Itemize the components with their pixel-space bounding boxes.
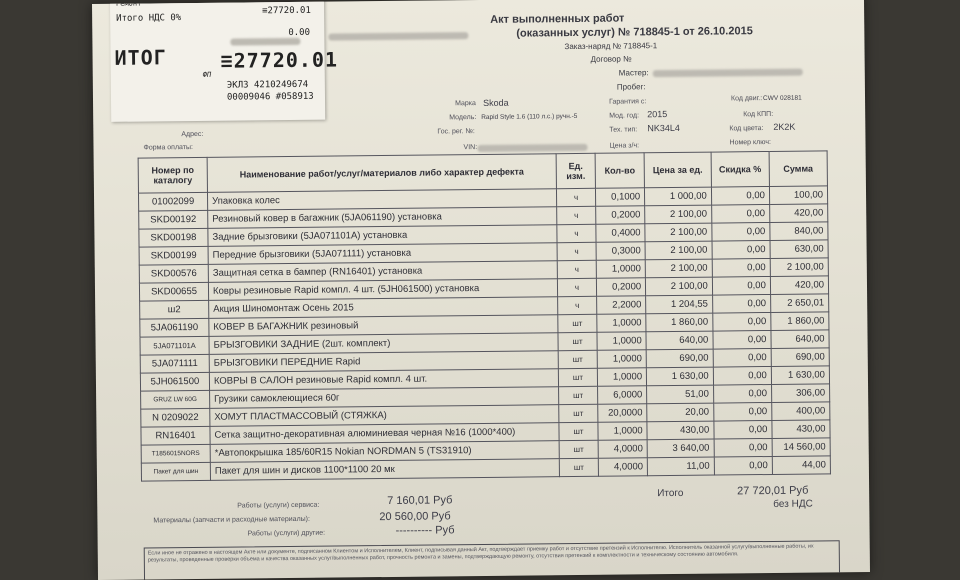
tech-label: Тех. тип: [609, 126, 638, 134]
cell-sum: 640,00 [771, 330, 829, 349]
cell-sum: 420,00 [770, 276, 828, 295]
header-price: Цена за ед. [644, 152, 711, 188]
cell-discount: 0,00 [714, 438, 772, 457]
cell-qty: 4,0000 [598, 458, 647, 477]
cell-code: T1856015NORS [141, 444, 210, 463]
cell-name: КОВРЫ В САЛОН резиновые Rapid компл. 4 шт. [209, 369, 558, 391]
cell-discount: 0,00 [712, 258, 770, 277]
cell-price: 51,00 [647, 385, 714, 404]
cell-sum: 840,00 [770, 222, 828, 241]
cell-unit: шт [559, 422, 598, 440]
cell-code: 01002099 [138, 192, 207, 211]
other-value: ---------- Руб [395, 524, 455, 537]
contract-label: Договор № [590, 54, 632, 64]
cell-price: 430,00 [647, 421, 714, 440]
cell-price: 1 860,00 [646, 313, 713, 332]
cell-code: ш2 [140, 300, 209, 319]
cell-discount: 0,00 [712, 276, 770, 295]
header-discount: Скидка % [711, 151, 769, 187]
receipt-eklz: ЭКЛЗ 4210249674 [226, 79, 309, 91]
header-name: Наименование работ/услуг/материалов либо характер дефекта [207, 154, 556, 193]
cell-sum: 306,00 [771, 384, 829, 403]
cell-discount: 0,00 [712, 222, 770, 241]
brand-value: Skoda [483, 97, 509, 108]
receipt-vat-label: Итого НДС 0% [116, 13, 182, 24]
grand-total-value: 27 720,01 Руб [737, 484, 809, 498]
cell-qty: 1,0000 [596, 260, 645, 279]
cell-name: Пакет для шин и дисков 1100*1100 20 мк [210, 459, 559, 481]
cell-discount: 0,00 [711, 186, 769, 205]
cell-code: 5JA071101A [140, 336, 209, 355]
cell-qty: 0,2000 [596, 206, 645, 225]
header-unit: Ед. изм. [556, 153, 595, 188]
model-year-value: 2015 [647, 109, 668, 120]
receipt-total-value: ≡27720.01 [220, 47, 339, 73]
model-value: Rapid Style 1.6 (110 л.с.) ручн.-5 [481, 112, 578, 121]
cell-price: 2 100,00 [645, 241, 712, 260]
cell-code: 5JH061500 [140, 372, 209, 391]
cell-code: SKD00192 [139, 210, 208, 229]
cell-unit: ч [557, 278, 596, 296]
cell-discount: 0,00 [712, 294, 770, 313]
document-sheet [92, 0, 870, 580]
cell-name: Упаковка колес [207, 189, 556, 211]
cell-name: Акция Шиномонтаж Осень 2015 [209, 297, 558, 319]
header-qty: Кол-во [595, 153, 645, 189]
cell-code: 5JA071111 [140, 354, 209, 373]
receipt-doc-line: 00009046 #058913 [226, 91, 314, 103]
receipt-total-label: ИТОГ [114, 45, 167, 70]
model-year-label: Мод. год: [609, 112, 640, 120]
cell-code: GRUZ LW 60G [141, 390, 210, 409]
cell-qty: 1,0000 [597, 368, 646, 387]
cell-unit: шт [559, 386, 598, 404]
cell-sum: 14 560,00 [772, 438, 830, 457]
mileage-label: Пробег: [616, 82, 646, 92]
cell-sum: 430,00 [772, 420, 830, 439]
color-code-label: Код цвета: [729, 125, 764, 133]
cell-unit: шт [558, 368, 597, 386]
header-sum: Сумма [769, 151, 828, 187]
receipt-zero-value: 0.00 [288, 27, 311, 39]
cell-discount: 0,00 [714, 420, 772, 439]
cell-sum: 400,00 [772, 402, 830, 421]
materials-value: 20 560,00 Руб [379, 510, 451, 524]
materials-label: Материалы (запчасти и расходные материалы): [153, 515, 310, 525]
price-label: Цена з/ч: [609, 142, 640, 150]
cell-qty: 2,2000 [597, 296, 646, 315]
cell-name: БРЫЗГОВИКИ ЗАДНИЕ (2шт. комплект) [209, 333, 558, 355]
cell-discount: 0,00 [713, 384, 771, 403]
cell-sum: 100,00 [769, 186, 827, 205]
cell-price: 20,00 [647, 403, 714, 422]
items-table [138, 150, 831, 481]
redacted-header [328, 32, 468, 40]
brand-label: Марка [455, 100, 476, 108]
model-label: Модель: [449, 114, 477, 122]
engine-code-label: Код двиг.: [730, 95, 763, 103]
kpp-label: Код КПП: [743, 110, 774, 119]
cell-unit: шт [559, 404, 598, 422]
cell-name: Резиновый ковер в багажник (5JA061190) установка [208, 207, 557, 229]
cell-name: ХОМУТ ПЛАСТМАССОВЫЙ (СТЯЖКА) [210, 405, 559, 427]
tech-value: NK34L4 [647, 122, 680, 134]
cell-qty: 0,1000 [595, 188, 644, 207]
cell-discount: 0,00 [711, 204, 769, 223]
other-label: Работы (услуги) другие: [247, 529, 326, 538]
works-value: 7 160,01 Руб [387, 494, 453, 507]
cell-discount: 0,00 [713, 348, 771, 367]
fiscal-receipt [110, 0, 339, 122]
cell-price: 11,00 [647, 457, 714, 476]
cell-name: КОВЕР В БАГАЖНИК резиновый [209, 315, 558, 337]
cell-sum: 690,00 [771, 348, 829, 367]
cell-qty: 1,0000 [597, 314, 646, 333]
cell-code: SKD00655 [139, 282, 208, 301]
cell-sum: 44,00 [772, 456, 830, 475]
engine-code-value: CWV 028181 [762, 94, 802, 103]
cell-name: БРЫЗГОВИКИ ПЕРЕДНИЕ Rapid [209, 351, 558, 373]
cell-price: 3 640,00 [647, 439, 714, 458]
cell-price: 1 630,00 [646, 367, 713, 386]
cell-unit: ч [558, 296, 597, 314]
works-label: Работы (услуги) сервиса: [237, 501, 320, 510]
gos-label: Гос. рег. №: [437, 128, 475, 136]
vin-label: VIN: [463, 144, 478, 152]
receipt-fp-label: ФП [202, 70, 212, 79]
cell-price: 640,00 [646, 331, 713, 350]
cell-name: Ковры резиновые Rapid компл. 4 шт. (5JH061500) установка [208, 279, 557, 301]
cell-code: 5JA061190 [140, 318, 209, 337]
cell-code: SKD00576 [139, 264, 208, 283]
cell-code: Пакет для шин [141, 462, 210, 481]
cell-discount: 0,00 [713, 330, 771, 349]
footer-disclaimer: Если иное не отражено в настоящем Акте или документе, подписанном Клиентом и Исполнителем, Клиент, подписывая данный Акт, подтверждает приемку работ и отсутствие претензий к Исполнителю. Исполнитель оказанной услугу/выполненные работы, их результаты, проведенные проверки объема и качества оказанных услуг/выполненных работ, прочность ремонта и замены, подтверждающую ремонту, отсутствия претензий к комплектности и техническому состоянию автомобиля. [144, 540, 840, 580]
cell-qty: 4,0000 [598, 440, 647, 459]
cell-unit: ч [557, 242, 596, 260]
cell-name: Передние брызговики (5JA071111) установка [208, 243, 557, 265]
cell-unit: шт [558, 314, 597, 332]
redacted-mark [230, 38, 300, 46]
cell-unit: ч [557, 206, 596, 224]
cell-sum: 630,00 [770, 240, 828, 259]
redacted-vin [478, 144, 588, 152]
cell-unit: ч [557, 260, 596, 278]
cell-discount: 0,00 [714, 456, 772, 475]
cell-unit: шт [558, 332, 597, 350]
cell-qty: 1,0000 [597, 350, 646, 369]
cell-price: 1 000,00 [645, 187, 712, 206]
address-label: Адрес: [181, 130, 204, 139]
vat-note: без НДС [773, 498, 813, 510]
cell-unit: шт [558, 350, 597, 368]
cell-discount: 0,00 [712, 240, 770, 259]
cell-qty: 0,4000 [596, 224, 645, 243]
cell-name: Сетка защитно-декоративная алюминиевая черная №16 (1000*400) [210, 423, 559, 445]
cell-sum: 2 100,00 [770, 258, 828, 277]
cell-price: 1 204,55 [646, 295, 713, 314]
cell-unit: ч [556, 188, 595, 206]
warranty-label: Гарантия с: [609, 98, 647, 106]
receipt-vat-value: ≡27720.01 [262, 5, 311, 17]
cell-name: *Автопокрышка 185/60R15 Nokian NORDMAN 5 (TS31910) [210, 441, 559, 463]
key-label: Номер ключ: [729, 138, 771, 147]
cell-qty: 6,0000 [598, 386, 647, 405]
cell-qty: 1,0000 [598, 422, 647, 441]
master-label: Мастер: [618, 68, 649, 78]
cell-code: N 0209022 [141, 408, 210, 427]
cell-name: Задние брызговики (5JA071101A) установка [208, 225, 557, 247]
cell-price: 2 100,00 [645, 223, 712, 242]
doc-title: Акт выполненных работ [490, 12, 625, 26]
cell-sum: 2 650,01 [770, 294, 828, 313]
cell-sum: 1 630,00 [771, 366, 829, 385]
cell-qty: 0,2000 [596, 278, 645, 297]
doc-subtitle: (оказанных услуг) № 718845-1 от 26.10.2015 [516, 25, 753, 40]
cell-price: 690,00 [646, 349, 713, 368]
cell-sum: 420,00 [769, 204, 827, 223]
cell-discount: 0,00 [713, 366, 771, 385]
payment-label: Форма оплаты: [143, 144, 194, 152]
cell-qty: 0,3000 [596, 242, 645, 261]
cell-code: SKD00199 [139, 246, 208, 265]
cell-code: RN16401 [141, 426, 210, 445]
cell-unit: ч [557, 224, 596, 242]
cell-price: 2 100,00 [646, 277, 713, 296]
cell-unit: шт [559, 458, 598, 476]
cell-discount: 0,00 [712, 312, 770, 331]
cell-name: Грузики самоклеющиеся 60г [210, 387, 559, 409]
cell-price: 2 100,00 [645, 259, 712, 278]
color-code-value: 2K2K [773, 121, 796, 132]
redacted-master [653, 69, 803, 78]
receipt-top-label: Ремонт [115, 0, 142, 8]
header-code: Номер по каталогу [138, 157, 207, 193]
cell-code: SKD00198 [139, 228, 208, 247]
cell-unit: шт [559, 440, 598, 458]
cell-qty: 20,0000 [598, 404, 647, 423]
cell-sum: 1 860,00 [771, 312, 829, 331]
grand-total-label: Итого [657, 487, 684, 500]
order-label: Заказ-наряд № 718845-1 [564, 41, 658, 52]
cell-price: 2 100,00 [645, 205, 712, 224]
cell-qty: 1,0000 [597, 332, 646, 351]
cell-name: Защитная сетка в бампер (RN16401) установка [208, 261, 557, 283]
cell-discount: 0,00 [713, 402, 771, 421]
